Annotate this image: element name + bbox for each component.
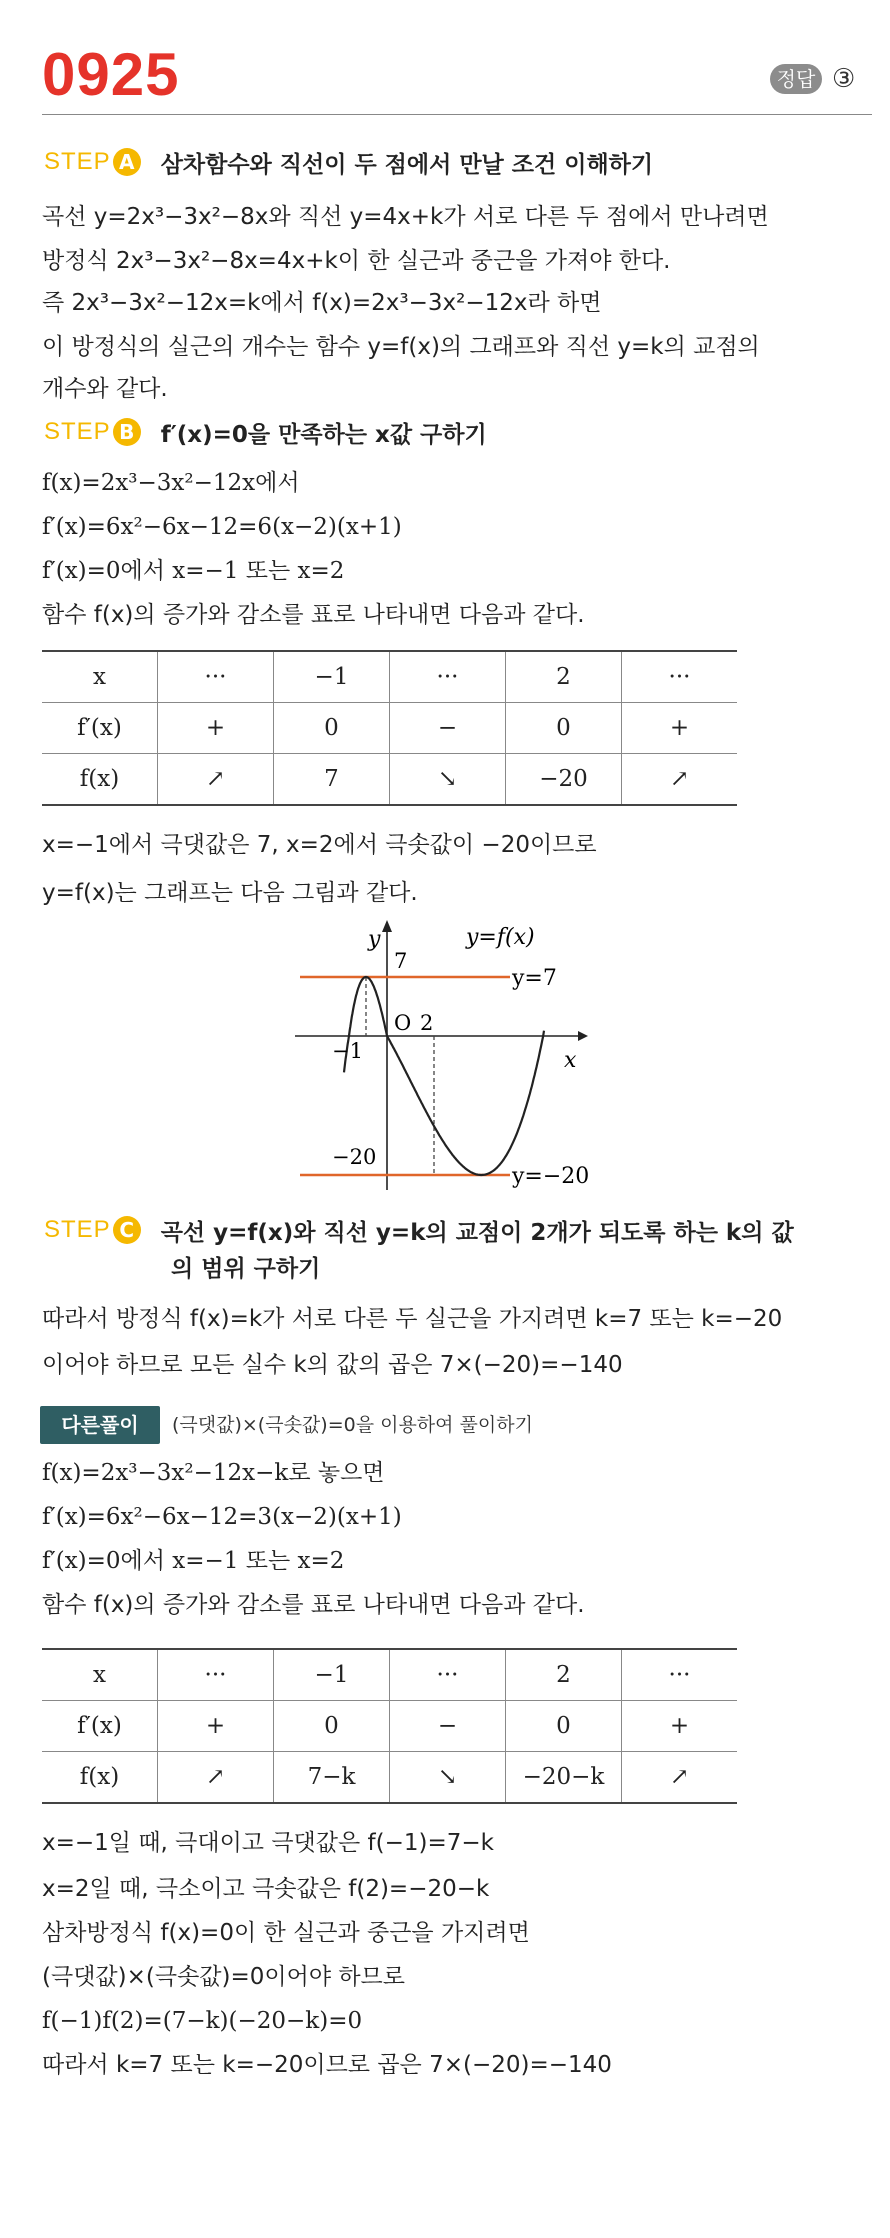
- alt-after-line-2: x=2일 때, 극소이고 극솟값은 f(2)=−20−k: [42, 1876, 490, 1902]
- x-axis-label: x: [564, 1048, 577, 1073]
- curve-label: y=f(x): [466, 925, 535, 950]
- table-row: [42, 703, 737, 754]
- line-label-y-7: y=7: [512, 966, 557, 991]
- table-cell: f′(x): [42, 1701, 158, 1752]
- step-b-line-1: f(x)=2x³−3x²−12x에서: [42, 470, 300, 496]
- value-label-7: 7: [394, 949, 408, 973]
- step-a-heading: [44, 144, 653, 180]
- function-graph: [260, 910, 640, 1200]
- table-cell: 7−k: [274, 1752, 390, 1804]
- tick-label-neg1: −1: [332, 1039, 363, 1063]
- y-axis-arrow: [382, 920, 392, 932]
- table-cell: −20: [506, 754, 622, 806]
- table-cell: x: [42, 1649, 158, 1701]
- step-c-title-line-2: 의 범위 구하기: [171, 1256, 321, 1282]
- answer-badge: 정답: [770, 64, 822, 94]
- table-cell: −20−k: [506, 1752, 622, 1804]
- step-b-after-line-1: x=−1에서 극댓값은 7, x=2에서 극솟값이 −20이므로: [42, 832, 597, 858]
- step-a-line-4: 이 방정식의 실근의 개수는 함수 y=f(x)의 그래프와 직선 y=k의 교점의: [42, 334, 760, 360]
- table-row: [42, 1752, 737, 1804]
- origin-label: O: [394, 1011, 412, 1035]
- table-cell: ···: [158, 651, 274, 703]
- step-c-line-1: 따라서 방정식 f(x)=k가 서로 다른 두 실근을 가지려면 k=7 또는 k=−20: [42, 1306, 783, 1332]
- table-cell: −: [390, 1701, 506, 1752]
- step-a-line-3: 즉 2x³−3x²−12x=k에서 f(x)=2x³−3x²−12x라 하면: [42, 290, 602, 316]
- step-a-line-5: 개수와 같다.: [42, 376, 168, 402]
- table-cell: +: [158, 703, 274, 754]
- table-cell: 0: [274, 1701, 390, 1752]
- table-row: [42, 754, 737, 806]
- table-cell: ↗: [158, 1752, 274, 1804]
- header-divider: [42, 114, 872, 115]
- step-b-after-line-2: y=f(x)는 그래프는 다음 그림과 같다.: [42, 880, 418, 906]
- table-row: [42, 1649, 737, 1701]
- step-b-line-2: f′(x)=6x²−6x−12=6(x−2)(x+1): [42, 514, 402, 540]
- table-cell: f′(x): [42, 703, 158, 754]
- alt-line-1: f(x)=2x³−3x²−12x−k로 놓으면: [42, 1460, 385, 1486]
- table-cell: −1: [274, 1649, 390, 1701]
- step-c-badge: C: [113, 1216, 141, 1244]
- line-label-y-neg20: y=−20: [512, 1164, 590, 1189]
- y-axis-label: y: [368, 927, 381, 952]
- table-cell: +: [622, 703, 738, 754]
- alt-after-line-5: f(−1)f(2)=(7−k)(−20−k)=0: [42, 2008, 363, 2034]
- answer-value: ③: [832, 64, 856, 94]
- step-a-line-2: 방정식 2x³−3x²−8x=4x+k이 한 실근과 중근을 가져야 한다.: [42, 248, 671, 274]
- step-a-label: STEP: [44, 148, 111, 175]
- step-b-title: f′(x)=0을 만족하는 x값 구하기: [160, 421, 487, 448]
- table-cell: 0: [506, 1701, 622, 1752]
- alt-line-2: f′(x)=6x²−6x−12=3(x−2)(x+1): [42, 1504, 402, 1530]
- table-cell: ···: [158, 1649, 274, 1701]
- alt-after-line-4: (극댓값)×(극솟값)=0이어야 하므로: [42, 1964, 405, 1990]
- alt-solution-badge: 다른풀이: [40, 1406, 160, 1444]
- table-cell: f(x): [42, 1752, 158, 1804]
- step-a-line-1: 곡선 y=2x³−3x²−8x와 직선 y=4x+k가 서로 다른 두 점에서 만나려면: [42, 204, 769, 230]
- table-cell: 0: [506, 703, 622, 754]
- step-c-title-line-1: 곡선 y=f(x)와 직선 y=k의 교점이 2개가 되도록 하는 k의 값: [160, 1219, 794, 1246]
- value-label-neg20: −20: [332, 1145, 377, 1169]
- step-b-line-3: f′(x)=0에서 x=−1 또는 x=2: [42, 558, 345, 584]
- table-cell: 0: [274, 703, 390, 754]
- step-b-heading: [44, 414, 487, 450]
- table-cell: ···: [622, 651, 738, 703]
- table-row: [42, 651, 737, 703]
- table-cell: f(x): [42, 754, 158, 806]
- step-a-badge: A: [113, 148, 141, 176]
- table-cell: ↗: [622, 754, 738, 806]
- problem-number: 0925: [42, 41, 180, 108]
- alt-line-3: f′(x)=0에서 x=−1 또는 x=2: [42, 1548, 345, 1574]
- step-c-label: STEP: [44, 1216, 111, 1243]
- table-cell: −: [390, 703, 506, 754]
- table-row: [42, 1701, 737, 1752]
- table-cell: ···: [622, 1649, 738, 1701]
- table-cell: ↗: [622, 1752, 738, 1804]
- tick-label-2: 2: [420, 1011, 434, 1035]
- table-cell: +: [158, 1701, 274, 1752]
- step-b-badge: B: [113, 418, 141, 446]
- step-b-label: STEP: [44, 418, 111, 445]
- table-cell: 2: [506, 1649, 622, 1701]
- table-cell: −1: [274, 651, 390, 703]
- table-cell: ↘: [390, 754, 506, 806]
- table-cell: ···: [390, 651, 506, 703]
- alt-line-4: 함수 f(x)의 증가와 감소를 표로 나타내면 다음과 같다.: [42, 1592, 585, 1618]
- variation-table-2: [42, 1648, 737, 1804]
- table-cell: 2: [506, 651, 622, 703]
- step-c-heading: [44, 1212, 794, 1248]
- table-cell: ↘: [390, 1752, 506, 1804]
- alt-after-line-6: 따라서 k=7 또는 k=−20이므로 곱은 7×(−20)=−140: [42, 2052, 612, 2078]
- table-cell: x: [42, 651, 158, 703]
- step-a-title: 삼차함수와 직선이 두 점에서 만날 조건 이해하기: [160, 151, 654, 178]
- alt-after-line-3: 삼차방정식 f(x)=0이 한 실근과 중근을 가지려면: [42, 1920, 530, 1946]
- table-cell: +: [622, 1701, 738, 1752]
- table-cell: ···: [390, 1649, 506, 1701]
- variation-table-1: [42, 650, 737, 806]
- alt-solution-caption: (극댓값)×(극솟값)=0을 이용하여 풀이하기: [172, 1414, 533, 1436]
- table-cell: 7: [274, 754, 390, 806]
- alt-after-line-1: x=−1일 때, 극대이고 극댓값은 f(−1)=7−k: [42, 1830, 494, 1856]
- table-cell: ↗: [158, 754, 274, 806]
- x-axis-arrow: [578, 1031, 588, 1041]
- step-b-line-4: 함수 f(x)의 증가와 감소를 표로 나타내면 다음과 같다.: [42, 602, 585, 628]
- step-c-line-2: 이어야 하므로 모든 실수 k의 값의 곱은 7×(−20)=−140: [42, 1352, 623, 1378]
